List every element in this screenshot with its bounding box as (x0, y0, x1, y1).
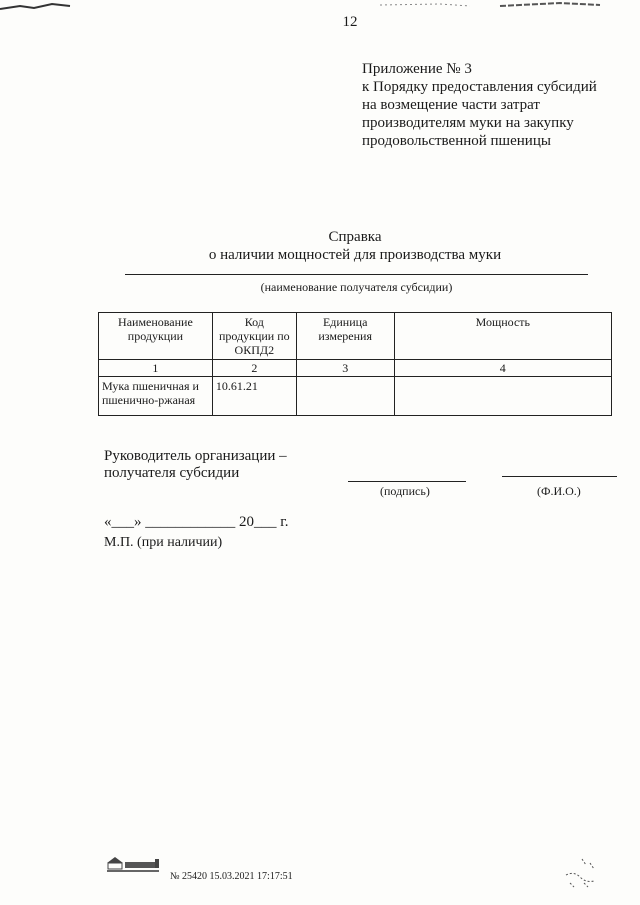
stamp-note: М.П. (при наличии) (104, 535, 223, 550)
full-name-line[interactable] (502, 476, 617, 477)
registry-logo-icon (103, 853, 163, 875)
cell-capacity[interactable] (394, 377, 611, 416)
table-header-row (99, 313, 612, 360)
recipient-name-line[interactable] (125, 274, 588, 275)
column-number: 1 (99, 360, 213, 377)
signer-line-1: Руководитель организации – (104, 448, 287, 464)
full-name-caption: (Ф.И.О.) (537, 484, 581, 498)
table-number-row (99, 360, 612, 377)
cell-okpd2-code: 10.61.21 (212, 377, 296, 416)
form-title: Справка (328, 229, 382, 245)
page-number: 12 (342, 14, 358, 30)
signature-line[interactable] (348, 481, 466, 482)
table-row (99, 377, 612, 416)
appendix-line: к Порядку предоставления субсидий (362, 79, 597, 95)
signer-label (104, 448, 287, 482)
appendix-line: продовольственной пшеницы (362, 133, 551, 149)
header-capacity: Мощность (394, 313, 611, 360)
appendix-line: на возмещение части затрат (362, 97, 540, 113)
capacity-table (98, 312, 612, 416)
appendix-header (362, 60, 597, 150)
appendix-line: Приложение № 3 (362, 61, 472, 77)
registration-stamp: № 25420 15.03.2021 17:17:51 (170, 871, 293, 882)
date-line[interactable]: «___» ____________ 20___ г. (104, 514, 289, 530)
column-number: 3 (296, 360, 394, 377)
header-unit: Единица измерения (296, 313, 394, 360)
form-title-block (0, 228, 640, 264)
header-product-name: Наименование продукции (99, 313, 213, 360)
recipient-caption: (наименование получателя субсидии) (260, 280, 453, 294)
appendix-line: производителям муки на закупку (362, 115, 574, 131)
cell-product-name: Мука пшеничная и пшенично-ржаная (99, 377, 213, 416)
column-number: 4 (394, 360, 611, 377)
form-subtitle: о наличии мощностей для производства муки (208, 247, 502, 263)
signer-line-2: получателя субсидии (104, 465, 240, 481)
header-okpd2-code: Код продукции по ОКПД2 (212, 313, 296, 360)
handwritten-mark-icon (560, 857, 600, 889)
signature-caption: (подпись) (380, 484, 430, 498)
cell-unit[interactable] (296, 377, 394, 416)
column-number: 2 (212, 360, 296, 377)
